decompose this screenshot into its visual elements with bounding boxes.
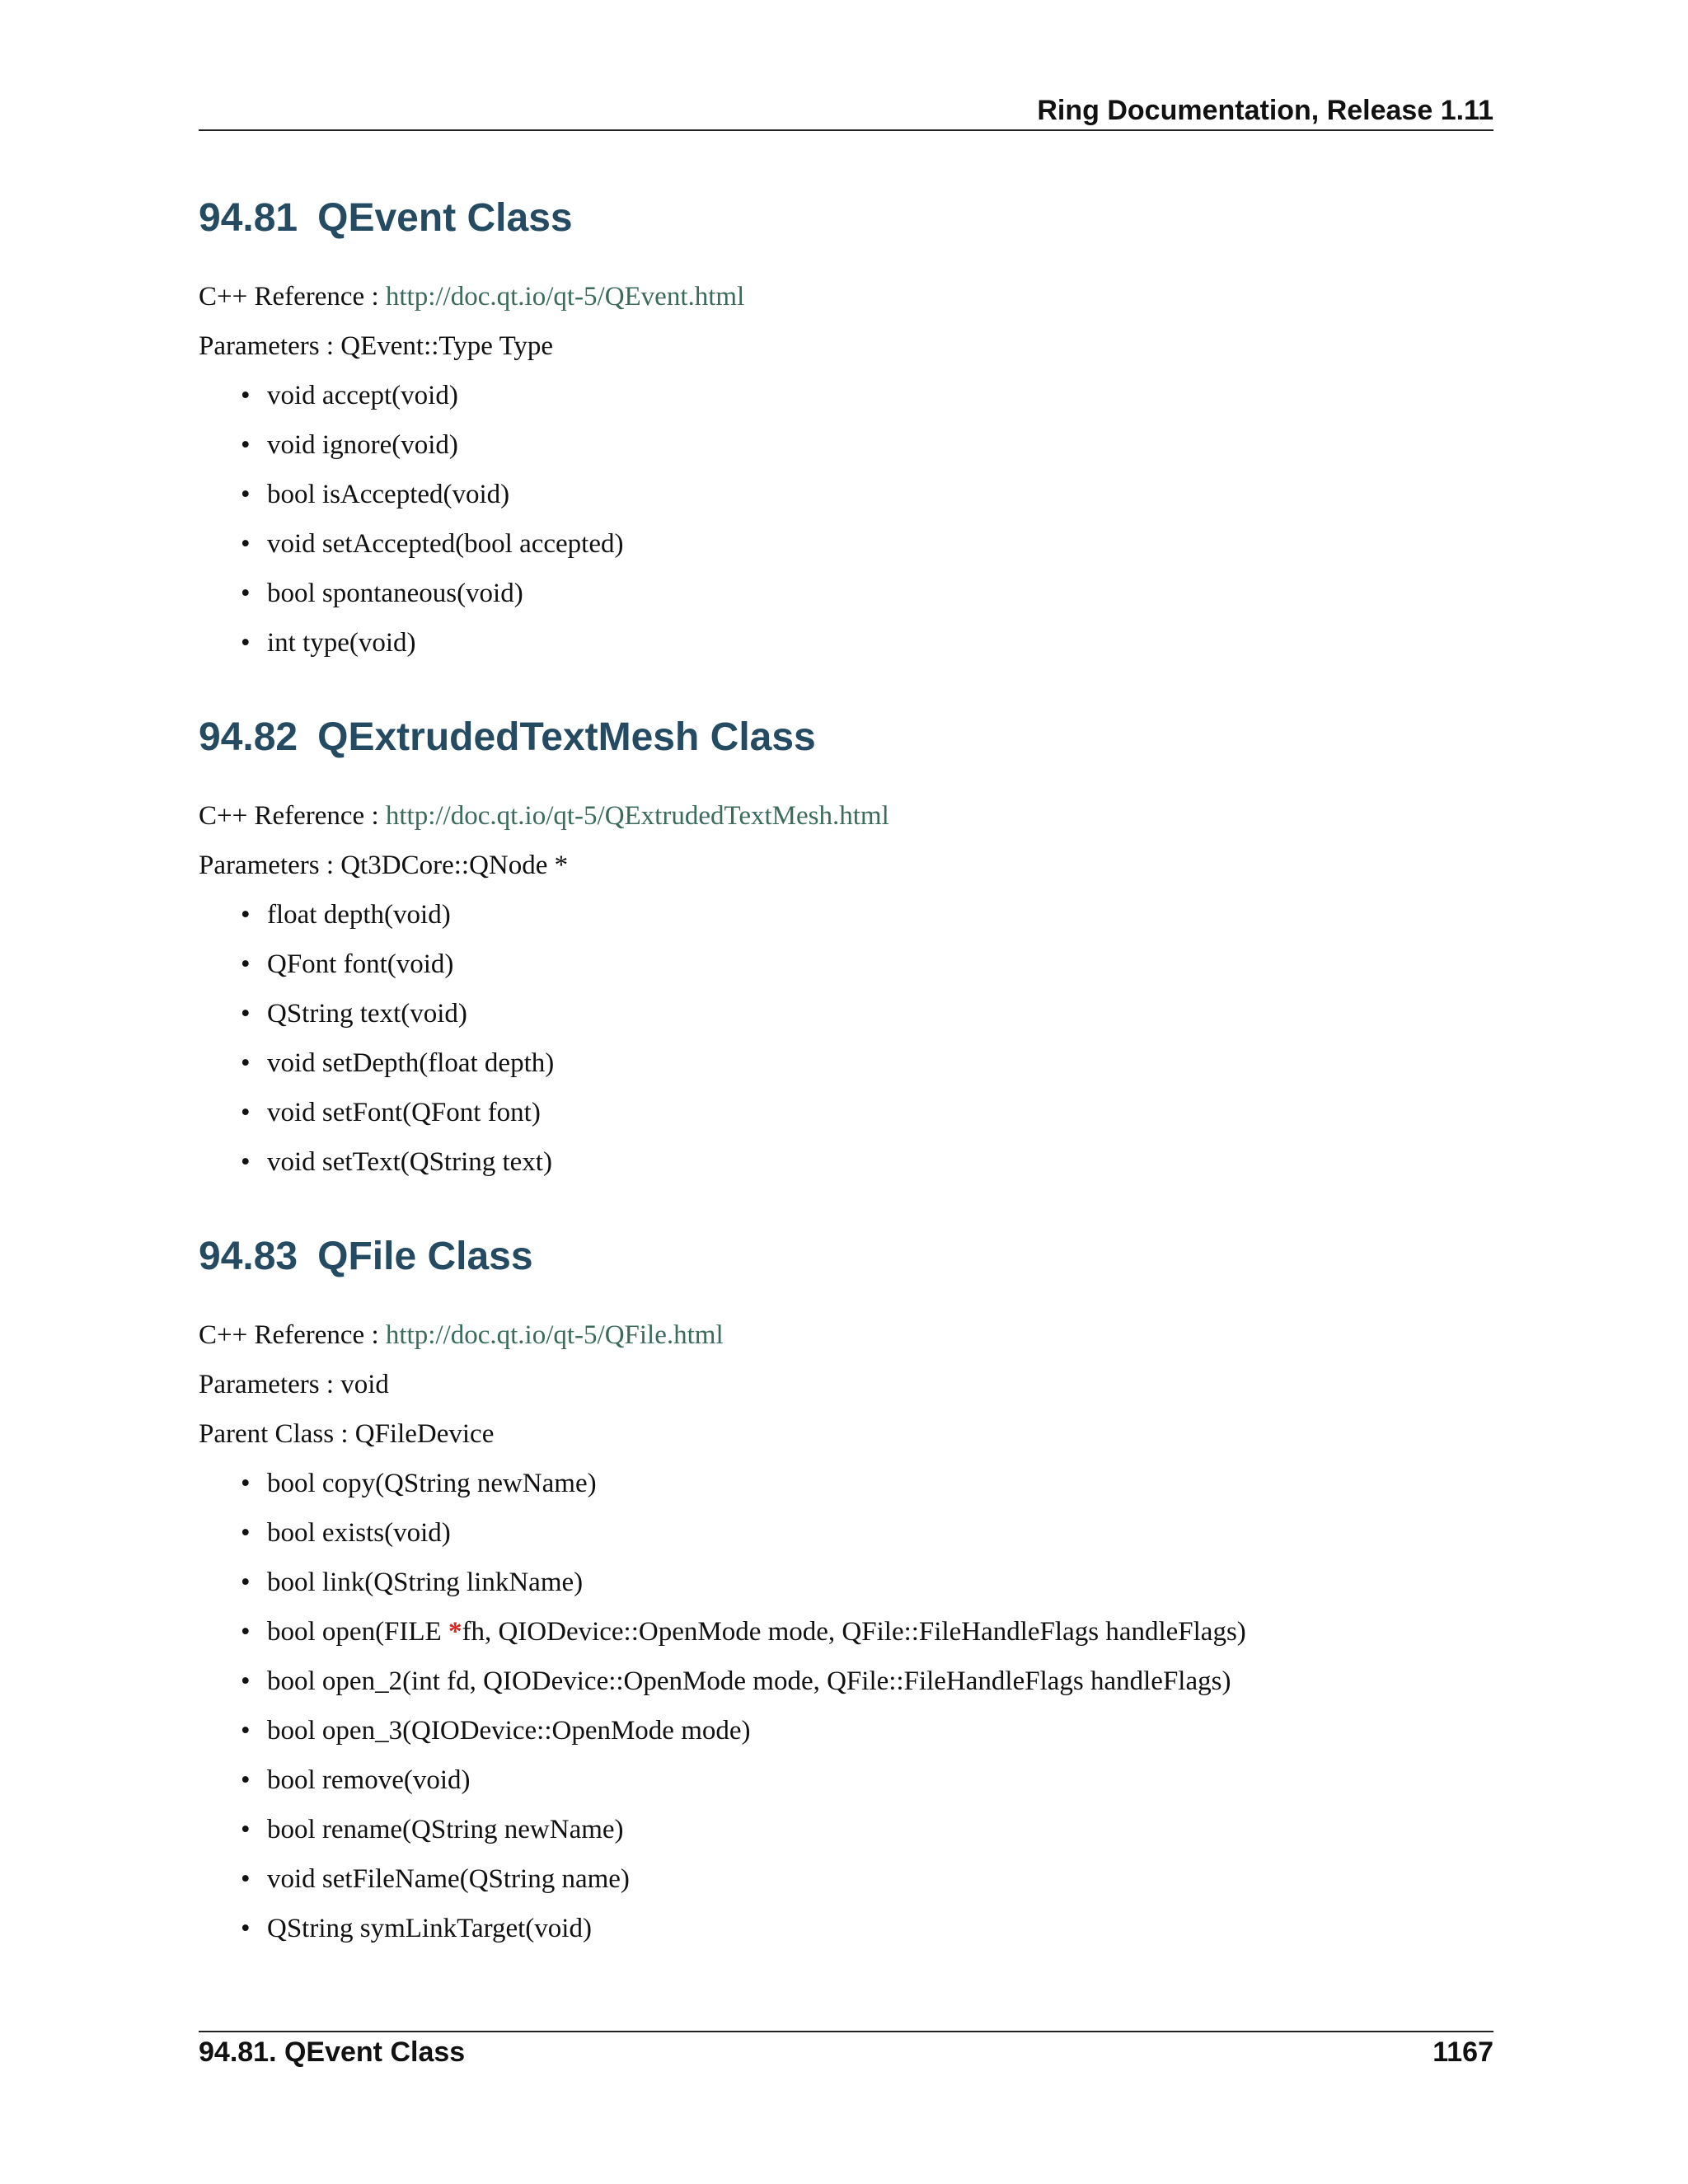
cpp-reference [199,1310,1493,1360]
method-signature: QString symLinkTarget(void) [267,1914,592,1943]
parent-class-line: Parent Class : QFileDevice [199,1419,495,1449]
bullet: • [241,1147,251,1177]
method-signature: bool rename(QString newName) [267,1815,624,1844]
bullet: • [241,1815,251,1844]
reference-label: C++ Reference : [199,1320,386,1350]
method-signature: void setFont(QFont font) [267,1098,541,1127]
bullet: • [241,430,251,460]
bullet: • [241,1469,251,1498]
bullet: • [241,949,251,979]
section-heading [199,709,1493,766]
section-number: 94.82 [199,715,298,759]
method-item [241,1657,1493,1706]
method-list [199,1459,1493,1953]
method-signature: void setAccepted(bool accepted) [267,529,624,559]
bullet: • [241,999,251,1029]
section-title-text: QFile Class [317,1235,533,1278]
method-signature: bool exists(void) [267,1518,451,1548]
section-title-text: QEvent Class [317,196,573,240]
method-signature: float depth(void) [267,900,451,930]
document-page [199,0,1493,2184]
method-item [241,1038,1493,1088]
footer-page-number: 1167 [1432,2036,1493,2068]
section-number: 94.83 [199,1235,298,1278]
bullet: • [241,1617,251,1647]
method-signature: void setFileName(QString name) [267,1864,630,1894]
reference-label: C++ Reference : [199,801,386,831]
method-signature: bool open_2(int fd, QIODevice::OpenMode mode, QFile::FileHandleFlags handleFlags) [267,1666,1231,1696]
reference-link[interactable]: http://doc.qt.io/qt-5/QEvent.html [385,282,745,312]
method-signature: bool spontaneous(void) [267,579,523,608]
bullet: • [241,628,251,658]
method-signature: bool isAccepted(void) [267,480,510,509]
section-heading [199,190,1493,247]
bullet: • [241,1716,251,1746]
method-item [241,420,1493,470]
method-item [241,1904,1493,1953]
method-signature: int type(void) [267,628,416,658]
footer-section-title: 94.81. QEvent Class [199,2036,466,2068]
bullet: • [241,1765,251,1795]
method-signature-rest: fh, QIODevice::OpenMode mode, QFile::FileHandleFlags handleFlags) [462,1617,1246,1647]
method-item [241,1706,1493,1755]
method-signature: QFont font(void) [267,949,454,979]
section-number: 94.81 [199,196,298,240]
method-item [241,890,1493,940]
bullet: • [241,1098,251,1127]
section-qfile [199,1228,1493,1953]
bullet: • [241,381,251,410]
method-item [241,1459,1493,1508]
reference-link[interactable]: http://doc.qt.io/qt-5/QFile.html [385,1320,724,1350]
method-signature: bool remove(void) [267,1765,471,1795]
parameters-line: Parameters : QEvent::Type Type [199,331,554,361]
reference-link[interactable]: http://doc.qt.io/qt-5/QExtrudedTextMesh.html [385,801,889,831]
parameters-line: Parameters : Qt3DCore::QNode * [199,851,569,880]
pointer-star: * [448,1617,462,1647]
section-title-text: QExtrudedTextMesh Class [317,715,816,759]
bullet: • [241,1518,251,1548]
method-item [241,519,1493,569]
method-item [241,569,1493,618]
bullet: • [241,480,251,509]
bullet: • [241,1568,251,1597]
method-signature: bool link(QString linkName) [267,1568,584,1597]
bullet: • [241,1914,251,1943]
bullet: • [241,1864,251,1894]
method-item [241,940,1493,989]
page-content [199,190,1493,1953]
bullet: • [241,1048,251,1078]
method-signature: void accept(void) [267,381,458,410]
bullet: • [241,1666,251,1696]
method-item [241,1755,1493,1805]
method-signature: QString text(void) [267,999,467,1029]
method-item [241,371,1493,420]
section-heading [199,1228,1493,1286]
cpp-reference [199,791,1493,841]
method-item [241,1558,1493,1607]
method-signature: void setDepth(float depth) [267,1048,555,1078]
bullet: • [241,579,251,608]
section-qextrudedtextmesh [199,709,1493,1187]
method-item [241,1137,1493,1187]
method-item [241,1805,1493,1854]
method-signature: void ignore(void) [267,430,458,460]
method-item [241,618,1493,668]
method-list [199,890,1493,1187]
method-signature: bool open_3(QIODevice::OpenMode mode) [267,1716,751,1746]
header-divider [199,129,1493,131]
method-list [199,371,1493,668]
cpp-reference [199,272,1493,321]
parameters-line: Parameters : void [199,1370,389,1399]
section-qevent [199,190,1493,668]
footer-divider [199,2031,1493,2032]
reference-label: C++ Reference : [199,282,386,312]
method-signature: bool open(FILE [267,1617,448,1647]
method-item [241,1508,1493,1558]
method-signature: void setText(QString text) [267,1147,552,1177]
running-header: Ring Documentation, Release 1.11 [1037,95,1493,126]
bullet: • [241,900,251,930]
bullet: • [241,529,251,559]
method-item [241,470,1493,519]
method-item [241,989,1493,1038]
method-signature: bool copy(QString newName) [267,1469,597,1498]
method-item [241,1088,1493,1137]
method-item [241,1854,1493,1904]
method-item [241,1607,1493,1657]
